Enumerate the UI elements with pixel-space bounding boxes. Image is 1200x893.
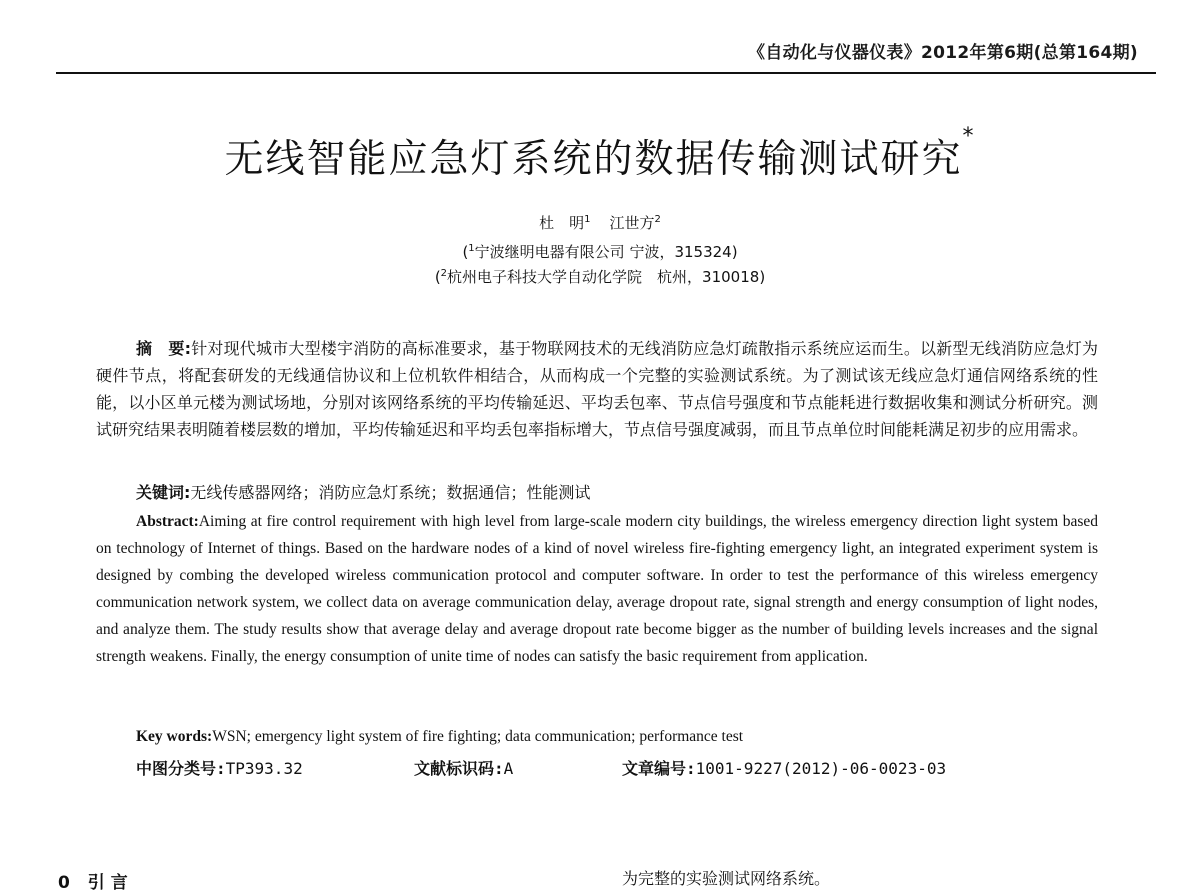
affiliation-2: ($^2$杭州电子科技大学自动化学院 杭州，310018) — [434, 268, 766, 286]
abstract-cn-text: 针对现代城市大型楼宇消防的高标准要求，基于物联网技术的无线消防应急灯疏散指示系统应运而生。以新型无线消防应急灯为硬件节点，将配套研发的无线通信协议和上位机软件相结合，从而构成一个完整的实验测试系统。为了测试该无线应急灯通信网络系统的性能，以小区单元楼为测试场地，分别对该网络系统的平均传输延迟、平均丢包率、节点信号强度和节点能耗进行数据收集和测试分析研究。测试研究结果表明随着楼层数的增加，平均传输延迟和平均丢包率指标增大，节点信号强度减弱，而且节点单位时间能耗满足初步的应用需求。 — [96, 339, 1098, 439]
affiliation-1: ($^1$宁波继明电器有限公司 宁波，315324) — [462, 243, 738, 261]
author-1-sup: 1 — [584, 214, 591, 225]
title-text: 无线智能应急灯系统的数据传输测试研究 — [224, 137, 963, 182]
affiliation-2-text: 杭州电子科技大学自动化学院 杭州，310018 — [447, 268, 760, 286]
abstract-english — [96, 508, 1098, 670]
paper-title — [0, 124, 1200, 184]
clc-value: TP393.32 — [225, 759, 303, 778]
author-2: 江世方 — [609, 214, 655, 232]
doc-code-value: A — [503, 759, 514, 778]
journal-header: 《自动化与仪器仪表》2012年第6期(总第164期) — [748, 43, 1138, 63]
keywords-english — [136, 728, 1096, 746]
title-footnote-mark: * — [962, 124, 976, 149]
affiliation-1-sup: 1 — [468, 243, 475, 254]
keywords-cn-text: 无线传感器网络；消防应急灯系统；数据通信；性能测试 — [190, 483, 591, 502]
author-2-sup: 2 — [654, 214, 661, 225]
abstract-en-label: Abstract: — [136, 513, 199, 530]
affiliation-1-text: 宁波继明电器有限公司 宁波，315324 — [474, 243, 732, 261]
keywords-en-label: Key words: — [136, 728, 213, 745]
article-number-label: 文章编号: — [622, 759, 696, 778]
article-number-value: 1001-9227(2012)-06-0023-03 — [695, 759, 947, 778]
keywords-cn-label: 关键词: — [136, 483, 191, 502]
article-number — [622, 756, 946, 779]
header-rule — [56, 72, 1156, 74]
section-heading-intro: 0 引言 — [58, 873, 134, 893]
doc-code-label: 文献标识码: — [414, 759, 504, 778]
abstract-chinese — [96, 335, 1098, 443]
abstract-en-text: Aiming at fire control requirement with high level from large-scale modern city buildings, the wireless emergency direction light system based on technology of Internet of things. Based on the hardware nodes of a kind of novel wireless fire-fighting emergency light, an integrated experiment system is designed by combing the developed wireless communication protocol and computer software. In order to test the performance of this wireless emergency communication network system, we collect data on average communication delay, average dropout rate, signal strength and energy consumption of light nodes, and analyze them. The study results show that average delay and average dropout rate become bigger as the number of building levels increases and the signal strength weakens. Finally, the energy consumption of unite time of nodes can satisfy the basic requirement from application. — [96, 513, 1098, 665]
document-code — [414, 756, 513, 779]
author-1: 杜 明 — [539, 214, 585, 232]
affiliation-2-sup: 2 — [440, 268, 448, 279]
clc-number — [136, 756, 303, 779]
clc-label: 中图分类号: — [136, 759, 226, 778]
keywords-chinese — [136, 480, 1096, 503]
abstract-cn-label: 摘 要: — [136, 339, 191, 358]
right-column-text: 为完整的实验测试网络系统。 — [622, 869, 831, 888]
keywords-en-text: WSN; emergency light system of fire fighting; data communication; performance test — [212, 728, 744, 745]
author-line — [0, 212, 1200, 233]
